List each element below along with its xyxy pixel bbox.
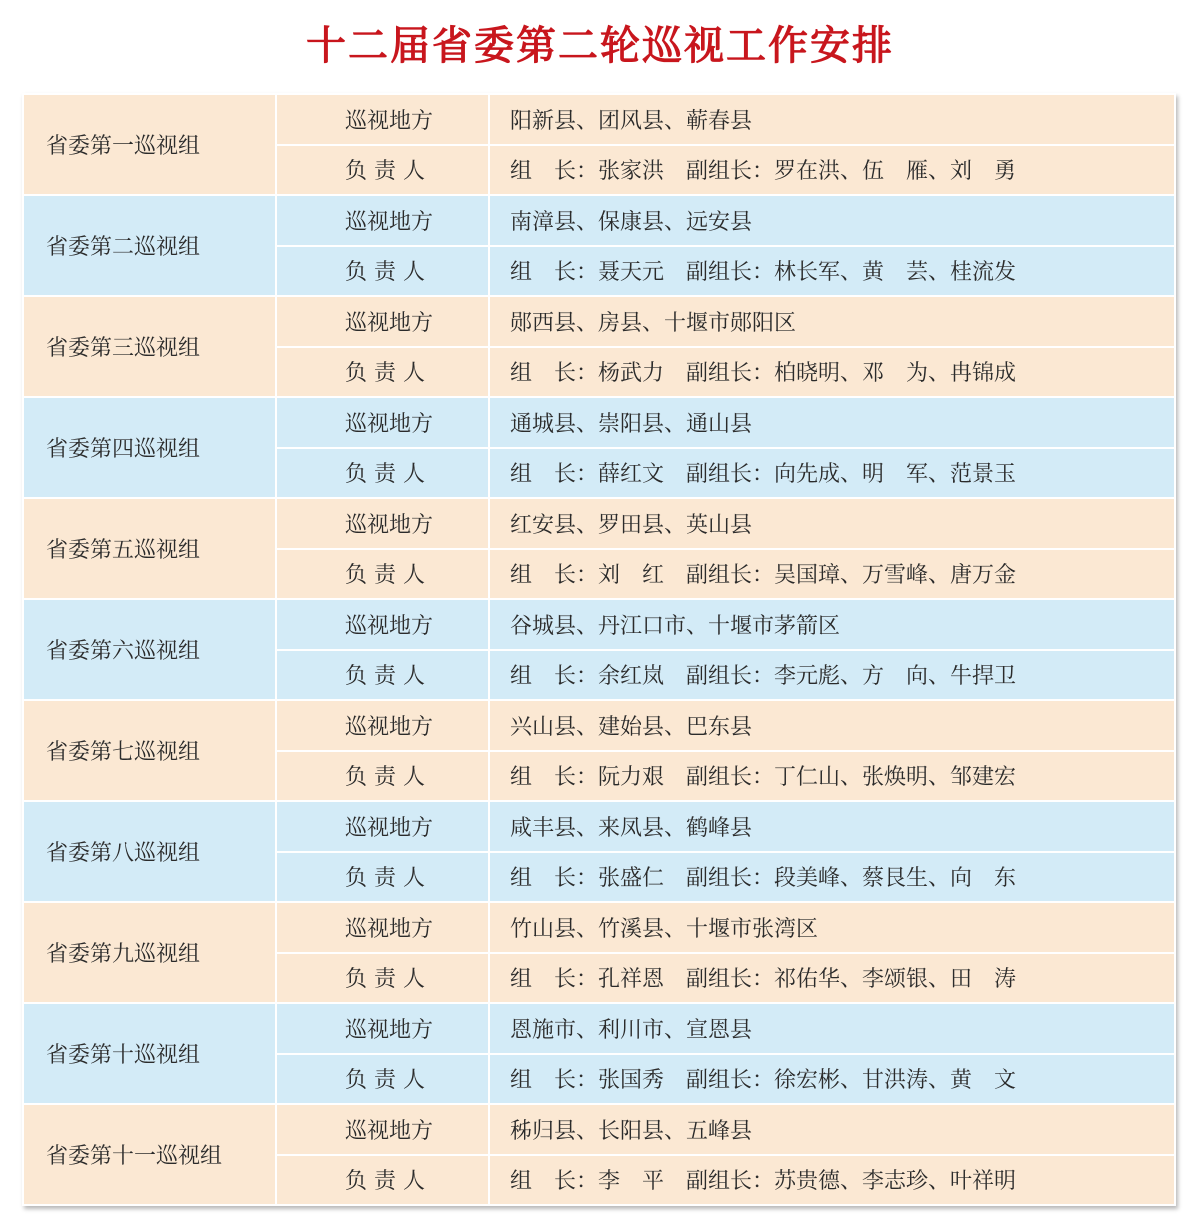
field-label-leaders: 负 责 人 [276,347,489,398]
table-row [23,902,1175,953]
table-row [23,1003,1175,1054]
field-label-location: 巡视地方 [276,700,489,751]
inspection-location: 咸丰县、来凤县、鹤峰县 [489,801,1175,852]
inspection-location: 竹山县、竹溪县、十堰市张湾区 [489,902,1175,953]
field-label-leaders: 负 责 人 [276,246,489,297]
inspection-location: 恩施市、利川市、宣恩县 [489,1003,1175,1054]
field-label-leaders: 负 责 人 [276,650,489,701]
inspection-location: 秭归县、长阳县、五峰县 [489,1104,1175,1155]
field-label-location: 巡视地方 [276,1104,489,1155]
group-leaders: 组 长：张盛仁 副组长：段美峰、蔡艮生、向 东 [489,852,1175,903]
inspection-location: 红安县、罗田县、英山县 [489,498,1175,549]
group-name: 省委第六巡视组 [23,599,276,700]
group-leaders: 组 长：阮力艰 副组长：丁仁山、张焕明、邹建宏 [489,751,1175,802]
table-row [23,801,1175,852]
group-leaders: 组 长：孔祥恩 副组长：祁佑华、李颂银、田 涛 [489,953,1175,1004]
group-name: 省委第七巡视组 [23,700,276,801]
group-name: 省委第一巡视组 [23,94,276,195]
field-label-location: 巡视地方 [276,1003,489,1054]
field-label-leaders: 负 责 人 [276,852,489,903]
inspection-location: 通城县、崇阳县、通山县 [489,397,1175,448]
field-label-leaders: 负 责 人 [276,549,489,600]
table-row [23,599,1175,650]
group-name: 省委第五巡视组 [23,498,276,599]
table-row [23,700,1175,751]
group-leaders: 组 长：余红岚 副组长：李元彪、方 向、牛捍卫 [489,650,1175,701]
field-label-location: 巡视地方 [276,94,489,145]
inspection-table-body [23,94,1175,1205]
field-label-leaders: 负 责 人 [276,448,489,499]
inspection-location: 谷城县、丹江口市、十堰市茅箭区 [489,599,1175,650]
inspection-location: 郧西县、房县、十堰市郧阳区 [489,296,1175,347]
table-row [23,195,1175,246]
table-row [23,296,1175,347]
inspection-table [22,93,1176,1206]
group-leaders: 组 长：刘 红 副组长：吴国璋、万雪峰、唐万金 [489,549,1175,600]
group-name: 省委第十巡视组 [23,1003,276,1104]
inspection-location: 南漳县、保康县、远安县 [489,195,1175,246]
group-leaders: 组 长：薛红文 副组长：向先成、明 军、范景玉 [489,448,1175,499]
field-label-leaders: 负 责 人 [276,1155,489,1206]
field-label-location: 巡视地方 [276,195,489,246]
field-label-location: 巡视地方 [276,801,489,852]
table-row [23,94,1175,145]
table-row [23,498,1175,549]
inspection-location: 阳新县、团风县、蕲春县 [489,94,1175,145]
table-row [23,397,1175,448]
group-name: 省委第八巡视组 [23,801,276,902]
group-name: 省委第十一巡视组 [23,1104,276,1205]
field-label-leaders: 负 责 人 [276,1054,489,1105]
inspection-location: 兴山县、建始县、巴东县 [489,700,1175,751]
field-label-location: 巡视地方 [276,296,489,347]
group-name: 省委第二巡视组 [23,195,276,296]
group-name: 省委第九巡视组 [23,902,276,1003]
group-name: 省委第三巡视组 [23,296,276,397]
field-label-location: 巡视地方 [276,498,489,549]
page-title: 十二届省委第二轮巡视工作安排 [306,22,894,69]
field-label-location: 巡视地方 [276,599,489,650]
field-label-leaders: 负 责 人 [276,751,489,802]
field-label-location: 巡视地方 [276,902,489,953]
group-name: 省委第四巡视组 [23,397,276,498]
group-leaders: 组 长：杨武力 副组长：柏晓明、邓 为、冉锦成 [489,347,1175,398]
table-row [23,1104,1175,1155]
group-leaders: 组 长：聂天元 副组长：林长军、黄 芸、桂流发 [489,246,1175,297]
group-leaders: 组 长：张国秀 副组长：徐宏彬、甘洪涛、黄 文 [489,1054,1175,1105]
field-label-leaders: 负 责 人 [276,953,489,1004]
group-leaders: 组 长：张家洪 副组长：罗在洪、伍 雁、刘 勇 [489,145,1175,196]
field-label-location: 巡视地方 [276,397,489,448]
field-label-leaders: 负 责 人 [276,145,489,196]
group-leaders: 组 长：李 平 副组长：苏贵德、李志珍、叶祥明 [489,1155,1175,1206]
